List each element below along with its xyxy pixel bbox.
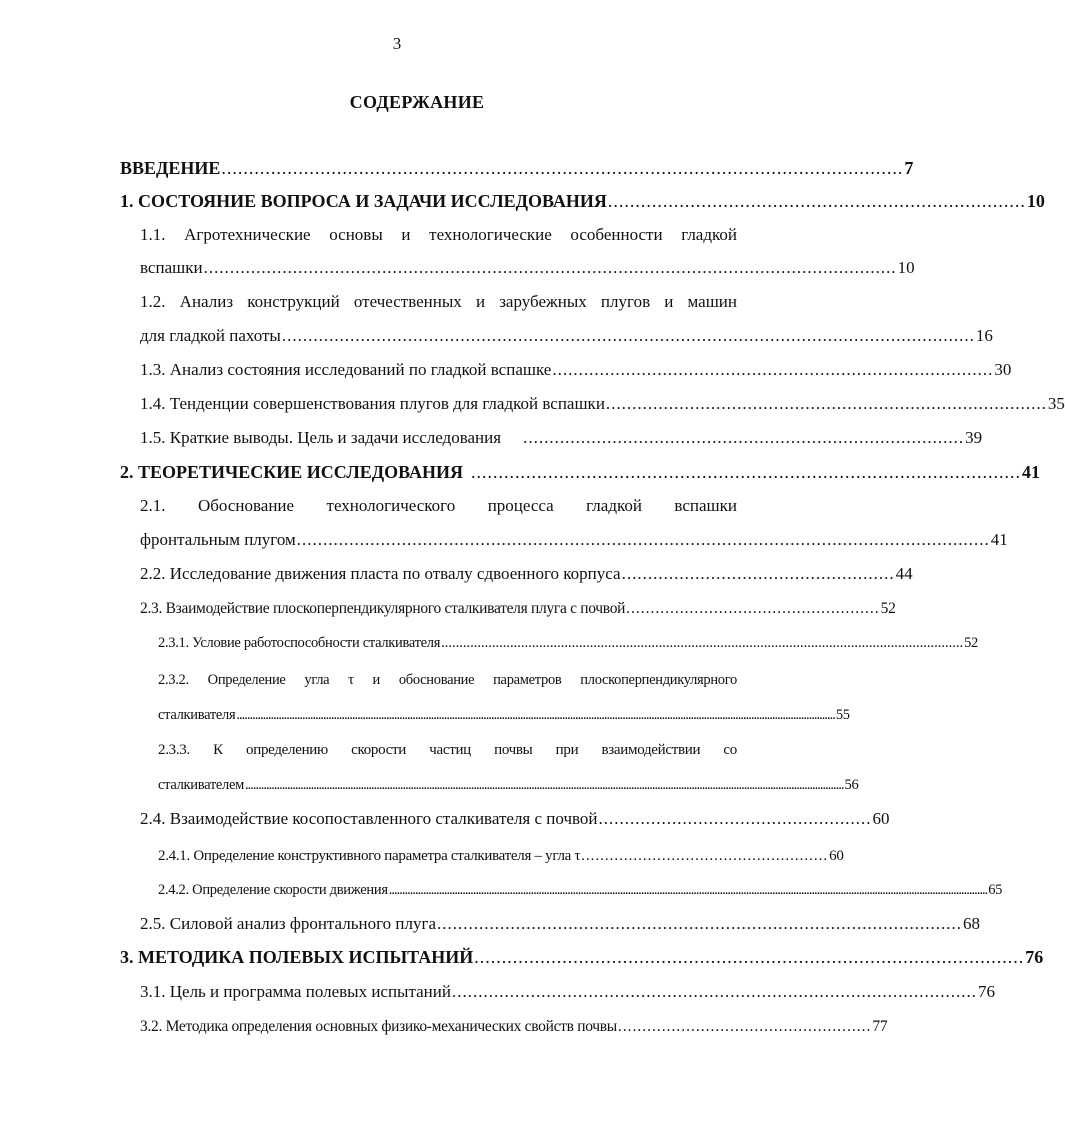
leader-dots: .................................................................................... [605,394,1047,413]
toc-title: СОДЕРЖАНИЕ [349,92,485,112]
leader-dots: .................................................... [617,1018,872,1035]
leader-dots: .................................................... [598,809,872,828]
leader-dots: .................................................................................................... [474,947,1025,967]
toc-entry-2-1-line2[interactable]: фронтальным плугом .................................................................................................................................... 41 [140,530,1008,549]
toc-entry-3-2[interactable]: 3.2. Методика определения основных физико-механических свойств почвы .................................................... 77 [140,1016,737,1038]
leader-dots: .................................................................................................................................... [203,258,897,277]
toc-entry-2-3-3-line2[interactable]: сталкивателем .................................................................................................................................................................................................................................... 56 [158,774,737,796]
toc-entry-chapter-1[interactable]: 1. СОСТОЯНИЕ ВОПРОСА И ЗАДАЧИ ИССЛЕДОВАНИЯ ............................................................................ 10 [120,191,1045,211]
leader-dots: .................................................................................................... [437,914,962,933]
leader-dots: .................................................... [621,564,895,583]
toc-entry-2-4[interactable]: 2.4. Взаимодействие косопоставленного сталкивателя с почвой .................................................... 60 [140,809,890,828]
toc-entry-2-3-2-line2[interactable]: сталкивателя .................................................................................................................................................................................................................................... 55 [158,704,737,726]
toc-entry-2-3[interactable]: 2.3. Взаимодействие плоскоперпендикулярного сталкивателя плуга с почвой .................................................... 52 [140,598,737,620]
toc-entry-2-4-1[interactable]: 2.4.1. Определение конструктивного параметра сталкивателя – угла τ .................................................... 60 [158,845,737,867]
leader-dots: .................................................................................................... [471,462,1022,482]
toc-entry-3-1[interactable]: 3.1. Цель и программа полевых испытаний .................................................................................................... 76 [140,982,995,1001]
toc-entry-2-5[interactable]: 2.5. Силовой анализ фронтального плуга .................................................................................................... 68 [140,914,980,933]
toc-entry-1-1-line2[interactable]: вспашки .................................................................................................................................... 10 [140,258,915,277]
toc-entry-1-3[interactable]: 1.3. Анализ состояния исследований по гладкой вспашке .................................................................................... 30 [140,360,1012,379]
toc-entry-1-1-line1[interactable]: 1.1. Агротехнические основы и технологические особенности гладкой [140,225,737,244]
page-number: 3 [392,34,402,53]
toc-entry-chapter-2[interactable]: 2. ТЕОРЕТИЧЕСКИЕ ИССЛЕДОВАНИЯ .................................................................................................... 41 [120,462,1041,482]
toc-entry-introduction[interactable]: ВВЕДЕНИЕ ............................................................................................................................ 7 [120,158,914,178]
leader-dots: .................................................... [626,600,880,617]
leader-dots: ................................................................................................................................................ [441,635,964,651]
toc-entry-2-3-3-line1[interactable]: 2.3.3. К определению скорости частиц почвы при взаимодействии со [158,742,737,758]
leader-dots: .................................................................................................................................................................................................................................... [388,882,988,898]
leader-dots: .................................................................................... [552,360,994,379]
leader-dots: .................................................................................................................................................................................................................................... [236,707,835,723]
leader-dots: .................................................... [581,848,829,864]
toc-entry-1-5[interactable]: 1.5. Краткие выводы. Цель и задачи исследования .................................................................................... 39 [140,428,983,447]
toc-entry-2-3-2-line1[interactable]: 2.3.2. Определение угла τ и обоснование параметров плоскоперпендикулярного [158,672,737,688]
leader-dots: ............................................................................ [607,191,1026,211]
leader-dots: ............................................................................................................................ [221,158,904,178]
toc-entry-1-2-line2[interactable]: для гладкой пахоты .................................................................................................................................... 16 [140,326,993,345]
leader-dots: .................................................................................................................................................................................................................................... [245,777,844,793]
toc-entry-2-4-2[interactable]: 2.4.2. Определение скорости движения .................................................................................................................................................................................................................................... 65 [158,879,737,901]
toc-entry-2-1-line1[interactable]: 2.1. Обоснование технологического процесса гладкой вспашки [140,496,737,515]
leader-dots: .................................................................................................................................... [296,530,990,549]
toc-entry-2-2[interactable]: 2.2. Исследование движения пласта по отвалу сдвоенного корпуса .................................................... 44 [140,564,913,583]
toc-entry-1-4[interactable]: 1.4. Тенденции совершенствования плугов для гладкой вспашки .................................................................................... 35 [140,394,1065,413]
toc-entry-1-2-line1[interactable]: 1.2. Анализ конструкций отечественных и зарубежных плугов и машин [140,292,737,311]
leader-dots: .................................................................................................... [451,982,977,1001]
leader-dots: .................................................................................................................................... [281,326,975,345]
toc-entry-chapter-3[interactable]: 3. МЕТОДИКА ПОЛЕВЫХ ИСПЫТАНИЙ .................................................................................................... 76 [120,947,1044,967]
leader-dots: .................................................................................... [523,428,965,447]
toc-entry-2-3-1[interactable]: 2.3.1. Условие работоспособности сталкивателя ................................................................................................................................................ 52 [158,632,737,654]
